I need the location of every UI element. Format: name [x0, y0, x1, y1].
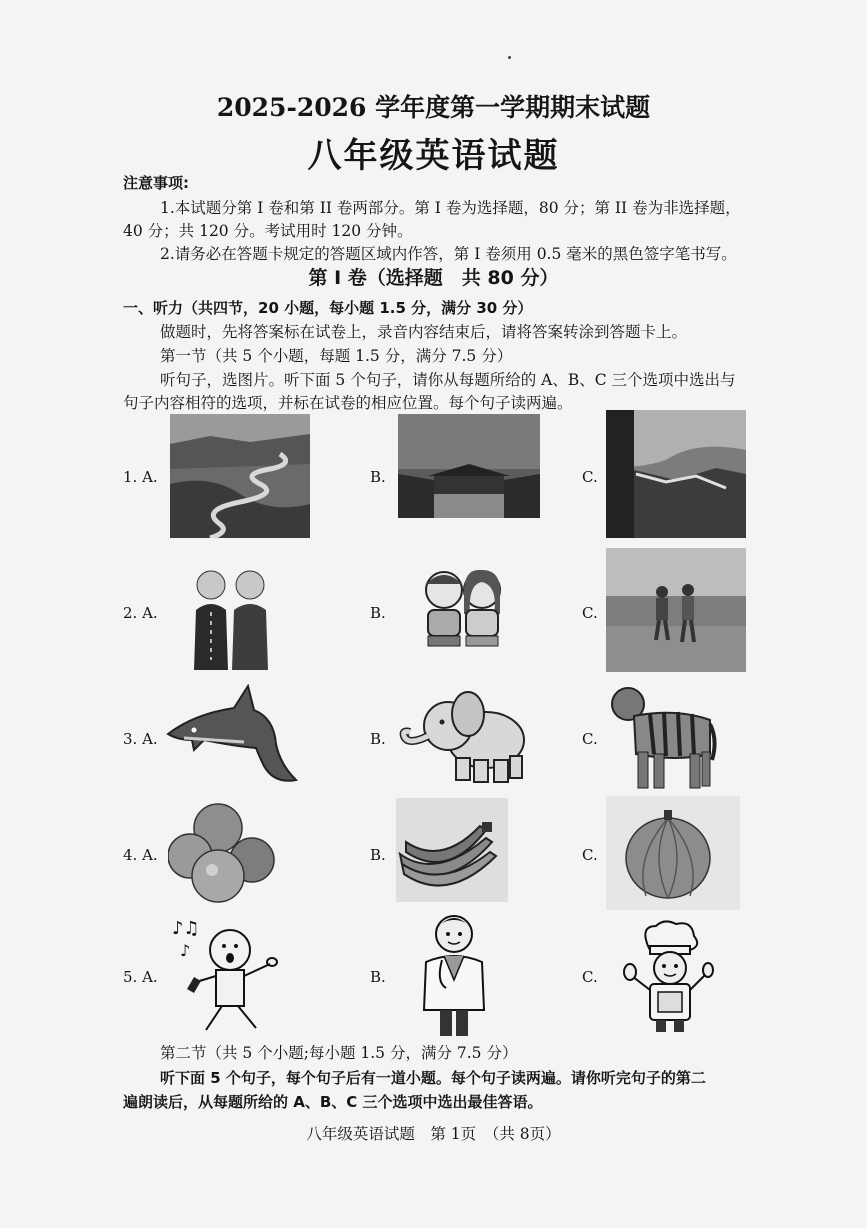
- section2-instruction-line2: 遍朗读后，从每题所给的 A、B、C 三个选项中选出最佳答语。: [123, 1093, 543, 1111]
- tiger-icon[interactable]: [606, 680, 718, 792]
- svg-text:♪♫: ♪♫: [172, 918, 200, 939]
- part1-instruction: 做题时，先将答案标在试卷上，录音内容结束后，请将答案转涂到答题卡上。: [160, 323, 688, 341]
- notes-item1-line1: 1.本试题分第 I 卷和第 II 卷两部分。第 I 卷为选择题，80 分；第 II 卷为非选择题，: [160, 199, 741, 217]
- section1-heading: 第一节（共 5 个小题，每题 1.5 分，满分 7.5 分）: [160, 347, 513, 365]
- palace-gate-photo[interactable]: [398, 414, 540, 518]
- q5-label-c: C.: [582, 968, 598, 986]
- part1-heading: 一、听力（共四节，20 小题，每小题 1.5 分，满分 30 分）: [123, 299, 533, 317]
- chef-icon[interactable]: [620, 918, 720, 1034]
- exam-year-title: 2025-2026 学年度第一学期期末试题: [216, 93, 651, 122]
- q5-label-b: B.: [370, 968, 386, 986]
- q1-label-c: C.: [582, 468, 598, 486]
- pumpkin-icon[interactable]: [606, 796, 740, 910]
- q1-label-b: B.: [370, 468, 386, 486]
- q3-label-b: B.: [370, 730, 386, 748]
- q2-label-b: B.: [370, 604, 386, 622]
- q5-label-a: 5. A.: [123, 968, 158, 986]
- notes-item1-line2: 40 分；共 120 分。考试用时 120 分钟。: [123, 222, 413, 240]
- q4-label-b: B.: [370, 846, 386, 864]
- q3-label-c: C.: [582, 730, 598, 748]
- bananas-icon[interactable]: [396, 798, 508, 902]
- elderly-couple-icon[interactable]: [176, 560, 284, 670]
- q2-label-c: C.: [582, 604, 598, 622]
- section1-instruction-line2: 句子内容相符的选项，并标在试卷的相应位置。每个句子读两遍。: [123, 394, 573, 412]
- exam-main-title: 八年级英语试题: [307, 136, 560, 176]
- notes-item2: 2.请务必在答题卡规定的答题区域内作答，第 I 卷须用 0.5 毫米的黑色签字笔书写。: [160, 245, 737, 263]
- svg-text:♪: ♪: [180, 941, 191, 960]
- singer-icon[interactable]: [166, 912, 278, 1034]
- volume1-title: 第 I 卷（选择题 共 80 分）: [308, 267, 559, 289]
- apples-icon[interactable]: [168, 800, 276, 904]
- cartoon-couple-icon[interactable]: [414, 566, 510, 648]
- children-beach-photo[interactable]: [606, 548, 746, 672]
- q2-label-a: 2. A.: [123, 604, 158, 622]
- doctor-icon[interactable]: [418, 910, 490, 1038]
- elephant-icon[interactable]: [398, 686, 532, 786]
- dolphin-icon[interactable]: [164, 684, 300, 790]
- section2-heading: 第二节（共 5 个小题;每小题 1.5 分，满分 7.5 分）: [160, 1044, 518, 1062]
- section2-instruction-line1: 听下面 5 个句子，每个句子后有一道小题。每个句子读两遍。请你听完句子的第二: [160, 1069, 706, 1087]
- q4-label-a: 4. A.: [123, 846, 158, 864]
- river-valley-photo[interactable]: [170, 414, 310, 538]
- section1-instruction-line1: 听句子，选图片。听下面 5 个句子，请你从每题所给的 A、B、C 三个选项中选出与: [160, 371, 736, 389]
- great-wall-photo[interactable]: [606, 410, 746, 538]
- q3-label-a: 3. A.: [123, 730, 158, 748]
- q1-label-a: 1. A.: [123, 468, 158, 486]
- q4-label-c: C.: [582, 846, 598, 864]
- scan-speck: [508, 56, 511, 59]
- notes-heading: 注意事项:: [123, 174, 189, 192]
- page-footer: 八年级英语试题 第 1页 （共 8页）: [306, 1125, 561, 1143]
